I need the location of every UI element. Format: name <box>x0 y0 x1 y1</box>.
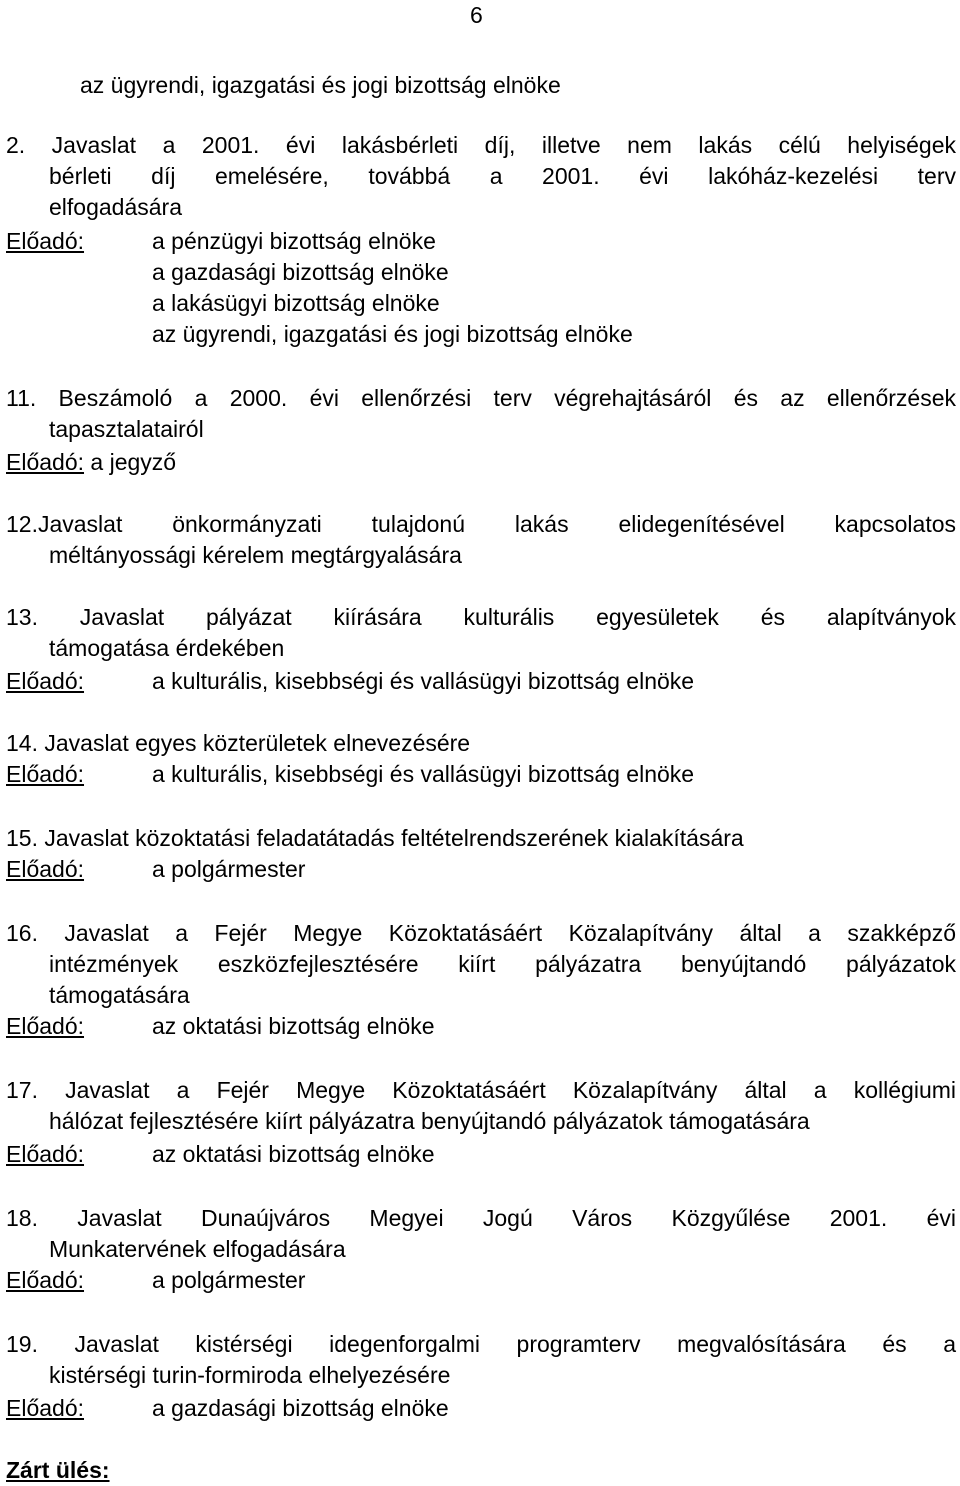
agenda-item-text: 11. Beszámoló a 2000. évi ellenőrzési terv végrehajtásáról és az ellenőrzések <box>6 385 956 411</box>
agenda-item-18 <box>6 1203 956 1234</box>
speaker-label: Előadó: <box>6 856 85 882</box>
speaker-name: a pénzügyi bizottság elnöke <box>152 228 436 254</box>
speaker-name: a polgármester <box>152 1267 306 1293</box>
agenda-item-text: elfogadására <box>49 194 182 220</box>
agenda-item-18-cont <box>49 1234 346 1265</box>
agenda-item-text: 2. Javaslat a 2001. évi lakásbérleti díj, illetve nem lakás célú helyiségek <box>6 132 956 158</box>
agenda-item-text: Munkatervének elfogadására <box>49 1236 346 1262</box>
speaker-name: a polgármester <box>152 856 306 882</box>
speaker-label: Előadó: <box>6 1267 85 1293</box>
agenda-item-14 <box>6 728 470 759</box>
agenda-item-text: 18. Javaslat Dunaújváros Megyei Jogú Város Közgyűlése 2001. évi <box>6 1205 956 1231</box>
speaker-list <box>152 226 633 350</box>
agenda-item-text: kistérségi turin-formiroda elhelyezésére <box>49 1362 451 1388</box>
agenda-item-text: 17. Javaslat a Fejér Megye Közoktatásáért Közalapítvány által a kollégiumi <box>6 1077 956 1103</box>
agenda-item-11-cont <box>49 414 204 445</box>
closed-session-heading: Zárt ülés: <box>6 1457 110 1483</box>
agenda-item-text: 19. Javaslat kistérségi idegenforgalmi programterv megvalósítására és a <box>6 1331 956 1357</box>
agenda-item-19-cont <box>49 1360 450 1391</box>
speaker-name: a lakásügyi bizottság elnöke <box>152 290 440 316</box>
speaker-name: a gazdasági bizottság elnöke <box>152 259 449 285</box>
agenda-item-2 <box>6 130 956 161</box>
agenda-item-17 <box>6 1075 956 1106</box>
agenda-item-text: 13. Javaslat pályázat kiírására kulturális egyesületek és alapítványok <box>6 604 956 630</box>
agenda-item-19 <box>6 1329 956 1360</box>
agenda-item-17-cont <box>49 1106 810 1137</box>
agenda-item-15 <box>6 823 744 854</box>
speaker-name: az ügyrendi, igazgatási és jogi bizottság elnöke <box>152 321 633 347</box>
agenda-item-13-cont <box>49 633 284 664</box>
speaker-label: Előadó: <box>6 1013 85 1039</box>
speaker-label: Előadó: <box>6 761 85 787</box>
speaker-label: Előadó: <box>6 668 85 694</box>
agenda-item-text: tapasztalatairól <box>49 416 204 442</box>
agenda-item-text: intézmények eszközfejlesztésére kiírt pályázatra benyújtandó pályázatok <box>49 951 956 977</box>
agenda-item-2-cont <box>49 161 956 223</box>
speaker-label: Előadó: <box>6 1141 85 1167</box>
agenda-item-12-cont <box>49 540 462 571</box>
agenda-item-16 <box>6 918 956 949</box>
speaker-label: Előadó: <box>6 449 85 475</box>
speaker-label: Előadó: <box>6 1395 85 1421</box>
agenda-item-text: támogatása érdekében <box>49 635 285 661</box>
agenda-item-13 <box>6 602 956 633</box>
speaker-row <box>6 447 176 478</box>
page-number: 6 <box>470 2 483 28</box>
speaker-name: az oktatási bizottság elnöke <box>152 1013 435 1039</box>
agenda-item-16-cont <box>49 949 956 1011</box>
agenda-item-text: méltányossági kérelem megtárgyalására <box>49 542 462 568</box>
speaker-name: az oktatási bizottság elnöke <box>152 1141 435 1167</box>
speaker-label: Előadó: <box>6 228 85 254</box>
speaker-name: a gazdasági bizottság elnöke <box>152 1395 449 1421</box>
agenda-item-11 <box>6 383 956 414</box>
speaker-name: a jegyző <box>90 449 177 475</box>
agenda-item-text: támogatására <box>49 982 190 1008</box>
speaker-name: a kulturális, kisebbségi és vallásügyi bizottság elnöke <box>152 668 695 694</box>
intro-line: az ügyrendi, igazgatási és jogi bizottság elnöke <box>80 72 561 98</box>
agenda-item-12 <box>6 509 956 540</box>
speaker-name: a kulturális, kisebbségi és vallásügyi bizottság elnöke <box>152 761 695 787</box>
agenda-item-text: 12.Javaslat önkormányzati tulajdonú lakás elidegenítésével kapcsolatos <box>6 511 956 537</box>
agenda-item-text: 14. Javaslat egyes közterületek elnevezésére <box>6 730 471 756</box>
agenda-item-text: bérleti díj emelésére, továbbá a 2001. évi lakóház-kezelési terv <box>49 163 956 189</box>
agenda-item-text: 15. Javaslat közoktatási feladatátadás feltételrendszerének kialakítására <box>6 825 744 851</box>
agenda-item-text: 16. Javaslat a Fejér Megye Közoktatásáért Közalapítvány által a szakképző <box>6 920 956 946</box>
agenda-item-text: hálózat fejlesztésére kiírt pályázatra benyújtandó pályázatok támogatására <box>49 1108 810 1134</box>
